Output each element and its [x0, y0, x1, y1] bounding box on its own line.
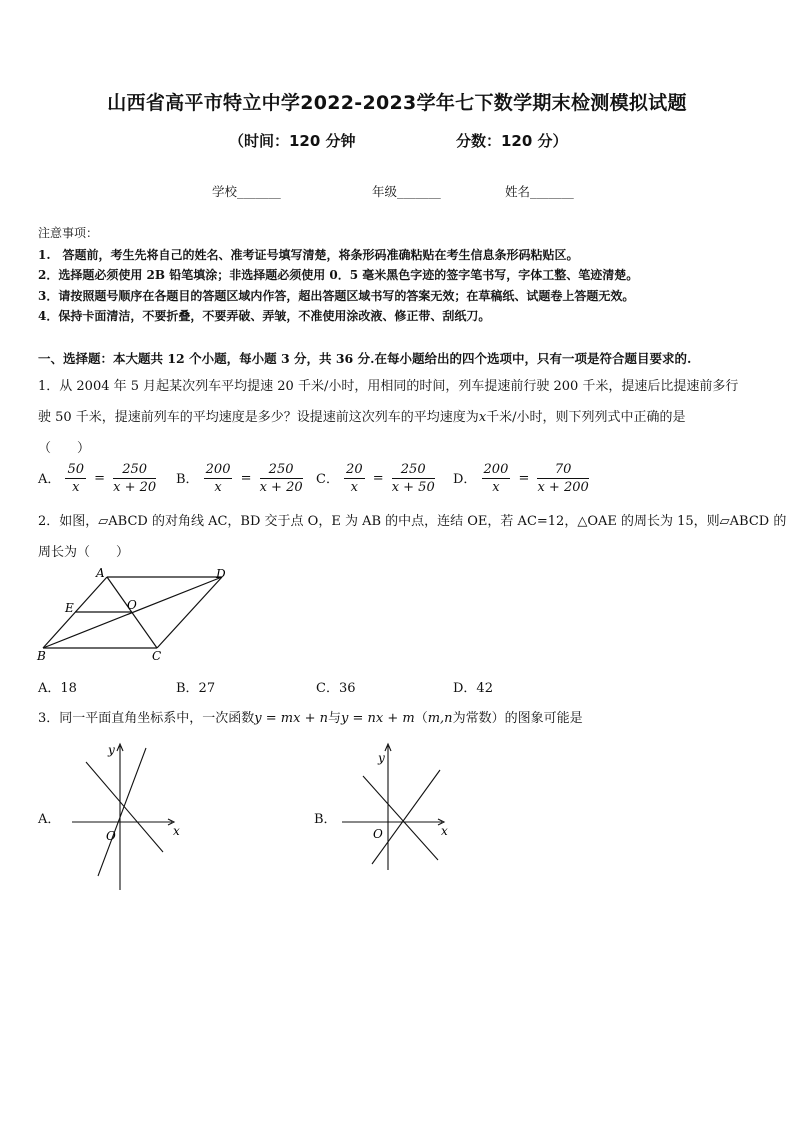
graph-a: [68, 740, 188, 896]
edge-dc: [157, 577, 222, 648]
q2-option-a[interactable]: A．18: [38, 681, 77, 696]
frac-left: $\frac{50}{x}$: [67, 462, 85, 495]
q3-option-b[interactable]: B．: [314, 812, 337, 827]
exam-time: （时间：120 分钟: [229, 132, 356, 150]
frac-left: $\frac{200}{x}$: [205, 462, 231, 495]
q1-option-c[interactable]: C． $\frac{20}{x}$ = $\frac{250}{x + 50}$: [316, 462, 435, 495]
q1-line2b: 千米/小时，则下列列式中正确的是: [486, 410, 686, 425]
label-d: D: [216, 567, 226, 581]
name-field: 姓名_______: [505, 184, 574, 199]
frac-left: $\frac{200}{x}$: [483, 462, 509, 495]
q3-func1: y = mx + n: [254, 711, 328, 726]
q1-line2a: 驶 50 千米，提速前列车的平均速度是多少？设提速前这次列车的平均速度为: [38, 410, 479, 425]
notice-item-3: 3．请按照题号顺序在各题目的答题区域内作答，超出答题区域书写的答案无效；在草稿纸、试题卷上答题无效。: [38, 289, 635, 303]
label-e: E: [65, 601, 74, 615]
exam-score: 分数：120 分）: [456, 132, 568, 150]
graph-b: [338, 740, 458, 896]
axis-y-label: y: [108, 743, 115, 757]
parallelogram-figure: [34, 565, 234, 665]
q2-option-b[interactable]: B．27: [176, 681, 216, 696]
label-o: O: [127, 598, 137, 612]
frac-right: $\frac{250}{x + 20}$: [259, 462, 303, 495]
q2-option-d[interactable]: D．42: [453, 681, 493, 696]
q2-line1: 2．如图，▱ABCD 的对角线 AC，BD 交于点 O，E 为 AB 的中点，连结 OE，若 AC=12，△OAE 的周长为 15，则▱ABCD 的: [38, 514, 787, 529]
q1-paren: （ ）: [38, 441, 91, 456]
label-c: C: [152, 649, 162, 663]
origin-label: O: [106, 829, 116, 843]
notice-heading: 注意事项：: [38, 226, 99, 240]
notice-item-2: 2．选择题必须使用 2B 铅笔填涂；非选择题必须使用 0．5 毫米黑色字迹的签字笔书写，字体工整、笔迹清楚。: [38, 268, 639, 282]
axis-y-label: y: [378, 751, 385, 765]
q1-line2: [38, 406, 686, 425]
line-2: [372, 770, 440, 864]
q3-func2: y = nx + m: [341, 711, 415, 726]
axis-x-label: x: [173, 824, 180, 838]
frac-left: $\frac{20}{x}$: [346, 462, 363, 495]
q1-var: x: [478, 410, 487, 425]
frac-right: $\frac{250}{x + 50}$: [391, 462, 435, 495]
q2-line2: 周长为（ ）: [38, 545, 130, 560]
school-field: 学校_______: [212, 184, 281, 199]
q3-params: m,n: [427, 711, 453, 726]
label-a: A: [96, 566, 105, 580]
frac-right: $\frac{250}{x + 20}$: [113, 462, 157, 495]
q1-option-b[interactable]: B． $\frac{200}{x}$ = $\frac{250}{x + 20}$: [176, 462, 303, 495]
origin-label: O: [373, 827, 383, 841]
q3-option-a[interactable]: A．: [38, 812, 61, 827]
notice-item-4: 4．保持卡面清洁，不要折叠，不要弄破、弄皱，不准使用涂改液、修正带、刮纸刀。: [38, 309, 491, 323]
q2-option-c[interactable]: C．36: [316, 681, 356, 696]
line-1: [86, 762, 163, 852]
axis-x-label: x: [441, 824, 448, 838]
q1-line1: 1．从 2004 年 5 月起某次列车平均提速 20 千米/小时，用相同的时间，列车提速前行驶 200 千米，提速后比提速前多行: [38, 379, 739, 394]
label-b: B: [37, 649, 46, 663]
q1-option-d[interactable]: D． $\frac{200}{x}$ = $\frac{70}{x + 200}$: [453, 462, 589, 495]
frac-right: $\frac{70}{x + 200}$: [537, 462, 589, 495]
grade-field: 年级_______: [372, 184, 441, 199]
section-heading: 一、选择题：本大题共 12 个小题，每小题 3 分，共 36 分.在每小题给出的四个选项中，只有一项是符合题目要求的.: [38, 351, 692, 366]
q1-option-a[interactable]: A． $\frac{50}{x}$ = $\frac{250}{x + 20}$: [38, 462, 157, 495]
line-2: [98, 748, 146, 876]
page-title: 山西省高平市特立中学2022-2023学年七下数学期末检测模拟试题: [107, 92, 687, 114]
notice-item-1: 1. 答题前，考生先将自己的姓名、准考证号填写清楚，将条形码准确粘贴在考生信息条形码粘贴区。: [38, 248, 579, 262]
q3-stem: 3．同一平面直角坐标系中，一次函数y = mx + n与y = nx + m（m,n为常数）的图象可能是: [38, 711, 583, 726]
